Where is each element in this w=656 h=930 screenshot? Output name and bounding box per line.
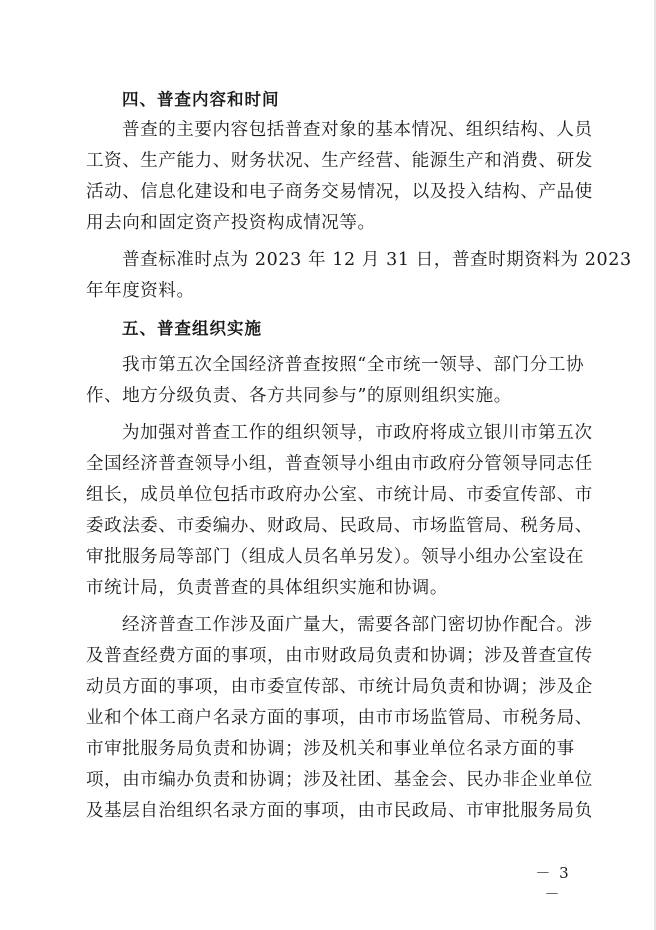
paragraph-line: 工资、生产能力、财务状况、生产经营、能源生产和消费、研发	[86, 151, 593, 171]
paragraph-line: 用去向和固定资产投资构成情况等。	[86, 213, 376, 233]
paragraph-line: 普查标准时点为 2023 年 12 月 31 日，普查时期资料为 2023	[122, 250, 632, 270]
page-number: － 3 －	[535, 864, 571, 903]
paragraph-line: 活动、信息化建设和电子商务交易情况，以及投入结构、产品使	[86, 182, 593, 202]
paragraph-line: 项，由市编办负责和协调；涉及社团、基金会、民办非企业单位	[86, 770, 593, 790]
paragraph-line: 普查的主要内容包括普查对象的基本情况、组织结构、人员	[122, 120, 593, 140]
paragraph-line: 及基层自治组织名录方面的事项，由市民政局、市审批服务局负	[86, 801, 593, 821]
paragraph-line: 组长，成员单位包括市政府办公室、市统计局、市委宣传部、市	[86, 485, 593, 505]
section-5-paragraph-2	[86, 418, 593, 604]
section-5-paragraph-1	[86, 350, 585, 412]
paragraph-line: 作、地方分级负责、各方共同参与”的原则组织实施。	[86, 386, 512, 406]
paragraph-line: 我市第五次全国经济普查按照“全市统一领导、部门分工协	[122, 355, 585, 375]
section-5-heading: 五、普查组织实施	[122, 319, 262, 338]
paragraph-line: 经济普查工作涉及面广量大，需要各部门密切协作配合。涉	[122, 615, 593, 635]
paragraph-line: 为加强对普查工作的组织领导，市政府将成立银川市第五次	[122, 423, 593, 443]
section-4-paragraph-2	[86, 245, 632, 307]
paragraph-line: 市统计局，负责普查的具体组织实施和协调。	[86, 578, 448, 598]
paragraph-line: 委政法委、市委编办、财政局、民政局、市场监管局、税务局、	[86, 516, 593, 536]
paragraph-line: 业和个体工商户名录方面的事项，由市市场监管局、市税务局、	[86, 708, 593, 728]
document-body	[86, 84, 632, 827]
paragraph-line: 及普查经费方面的事项，由市财政局负责和协调；涉及普查宣传	[86, 646, 593, 666]
paragraph-line: 动员方面的事项，由市委宣传部、市统计局负责和协调；涉及企	[86, 677, 593, 697]
paragraph-line: 全国经济普查领导小组，普查领导小组由市政府分管领导同志任	[86, 454, 593, 474]
section-5-paragraph-3	[86, 610, 593, 827]
paragraph-line: 审批服务局等部门（组成人员名单另发）。领导小组办公室设在	[86, 547, 585, 567]
paragraph-line: 市审批服务局负责和协调；涉及机关和事业单位名录方面的事	[86, 739, 575, 759]
paragraph-line: 年年度资料。	[86, 281, 195, 301]
section-4-heading: 四、普查内容和时间	[122, 90, 280, 109]
section-4-paragraph-1	[86, 115, 593, 239]
